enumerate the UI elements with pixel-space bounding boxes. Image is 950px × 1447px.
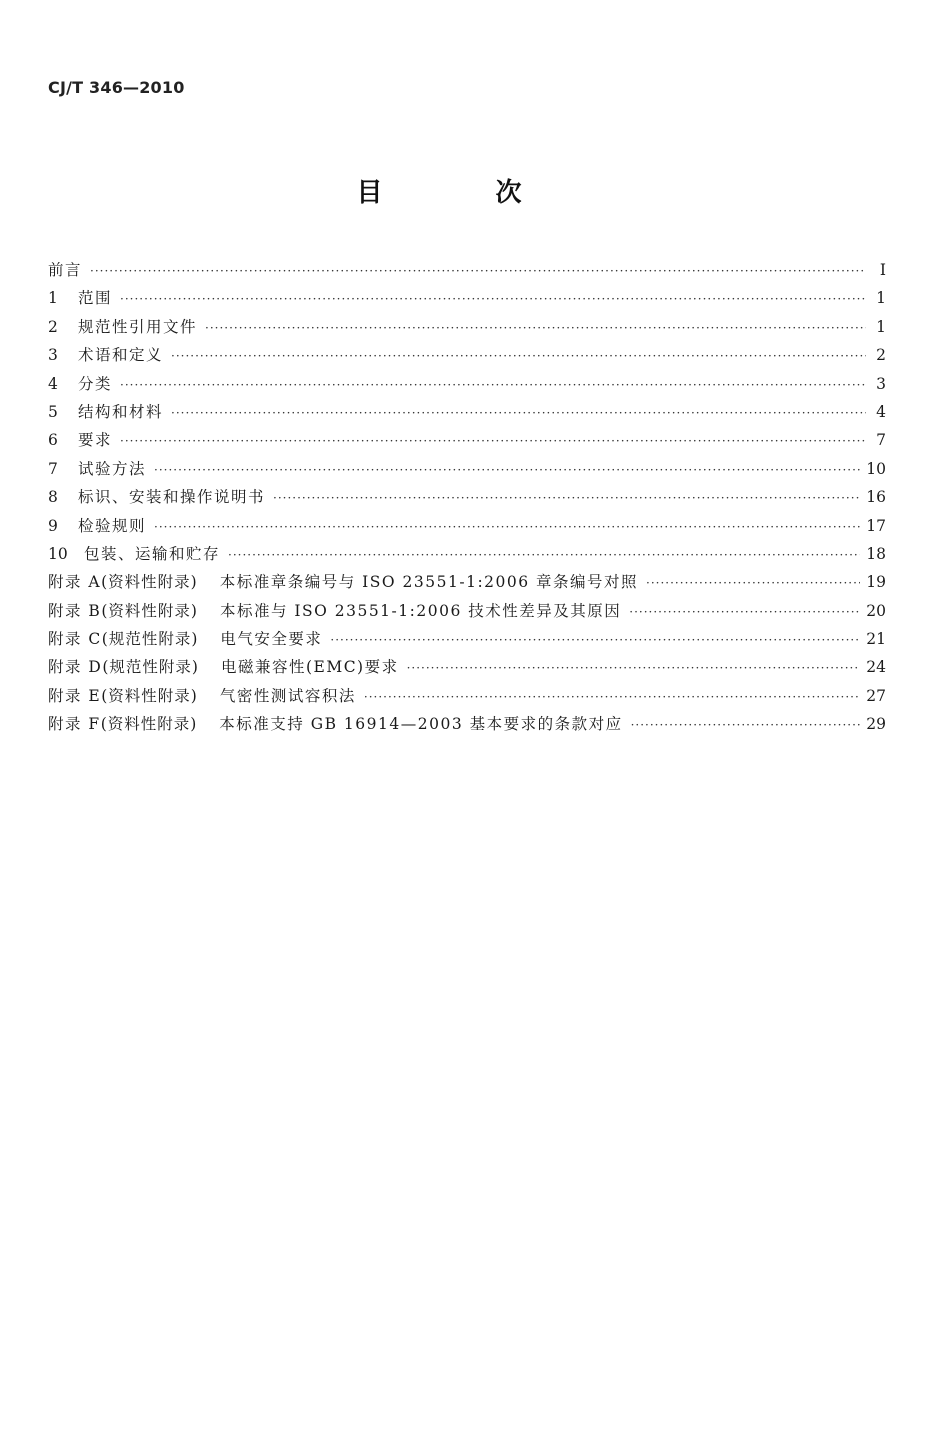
toc-appendix-e[interactable] [48, 682, 886, 710]
toc-entry-label: 试验方法 [78, 459, 147, 478]
toc-entry-8[interactable] [48, 483, 886, 511]
appendix-type: (资料性附录) [100, 715, 198, 734]
toc-entry-number: 10 [48, 544, 68, 563]
appendix-label: 气密性测试容积法 [219, 686, 356, 705]
toc-entry-number: 7 [48, 459, 58, 478]
toc-entry-label: 结构和材料 [78, 402, 164, 421]
appendix-id: 附录 C [48, 630, 102, 649]
toc-entry-page: 17 [866, 516, 886, 535]
toc-entry-4[interactable] [48, 370, 886, 398]
appendix-id: 附录 B [48, 601, 102, 620]
toc-leader-dots [646, 569, 860, 597]
appendix-id: 附录 E [48, 686, 102, 705]
toc-entry-10[interactable] [48, 540, 886, 568]
appendix-id: 附录 F [48, 715, 101, 734]
toc-entry-9[interactable] [48, 512, 886, 540]
toc-entry-7[interactable] [48, 455, 886, 483]
toc-entry-page: 19 [866, 573, 886, 592]
toc-leader-dots [407, 654, 861, 682]
toc-entry-label: 范围 [78, 289, 113, 308]
document-code: CJ/T 346—2010 [48, 78, 185, 97]
toc-entry-number: 9 [48, 516, 58, 535]
appendix-label: 本标准支持 GB 16914—2003 基本要求的条款对应 [219, 715, 623, 734]
toc-entry-label: 标识、安装和操作说明书 [78, 488, 266, 507]
toc-entry-label: 前言 [48, 261, 83, 279]
toc-leader-dots [228, 541, 860, 569]
toc-entry-page: 18 [866, 544, 886, 563]
toc-entry-number: 4 [48, 374, 58, 393]
toc-leader-dots [171, 342, 866, 370]
toc-entry-page: 21 [866, 630, 886, 649]
appendix-type: (资料性附录) [101, 601, 198, 620]
toc-entry-page: 4 [876, 402, 886, 421]
table-of-contents [48, 256, 886, 739]
toc-entry-number: 1 [48, 289, 58, 308]
toc-entry-label: 要求 [78, 431, 113, 450]
toc-entry-page: 1 [876, 289, 886, 308]
toc-leader-dots [171, 399, 866, 427]
toc-appendix-a[interactable] [48, 568, 886, 596]
toc-entry-page: 3 [876, 374, 886, 393]
toc-entry-page: 20 [866, 601, 886, 620]
toc-leader-dots [631, 711, 861, 739]
toc-leader-dots [629, 598, 860, 626]
toc-leader-dots [154, 513, 860, 541]
appendix-label: 电气安全要求 [220, 630, 323, 649]
toc-entry-page: 16 [866, 488, 886, 507]
toc-leader-dots [120, 285, 866, 313]
appendix-label: 本标准与 ISO 23551-1:2006 技术性差异及其原因 [219, 601, 622, 620]
toc-leader-dots [273, 484, 860, 512]
toc-entry-page: 7 [876, 431, 886, 450]
toc-leader-dots [120, 371, 866, 399]
toc-appendix-c[interactable] [48, 625, 886, 653]
toc-entry-foreword[interactable] [48, 256, 886, 284]
toc-appendix-d[interactable] [48, 653, 886, 681]
toc-entry-page: 29 [866, 715, 886, 734]
toc-entry-label: 术语和定义 [78, 346, 164, 365]
toc-entry-page: 10 [866, 459, 886, 478]
appendix-id: 附录 D [48, 658, 103, 677]
toc-entry-number: 8 [48, 488, 58, 507]
toc-entry-number: 3 [48, 346, 58, 365]
toc-entry-label: 规范性引用文件 [78, 317, 198, 336]
toc-leader-dots [90, 257, 866, 285]
toc-entry-number: 2 [48, 317, 58, 336]
toc-entry-page: 2 [876, 346, 886, 365]
toc-leader-dots [205, 314, 866, 342]
toc-leader-dots [330, 626, 860, 654]
toc-entry-label: 包装、运输和贮存 [84, 544, 221, 563]
appendix-type: (规范性附录) [101, 630, 199, 649]
appendix-type: (资料性附录) [101, 573, 198, 592]
toc-entry-label: 分类 [78, 374, 113, 393]
toc-entry-number: 6 [48, 431, 58, 450]
toc-entry-number: 5 [48, 402, 58, 421]
appendix-type: (资料性附录) [101, 686, 198, 705]
appendix-id: 附录 A [48, 573, 102, 592]
toc-leader-dots [364, 683, 860, 711]
toc-entry-1[interactable] [48, 284, 886, 312]
appendix-label: 电磁兼容性(EMC)要求 [220, 658, 399, 677]
toc-entry-6[interactable] [48, 426, 886, 454]
toc-entry-page: 1 [876, 317, 886, 336]
toc-entry-label: 检验规则 [78, 516, 147, 535]
toc-entry-page: Ⅰ [879, 261, 886, 279]
toc-entry-3[interactable] [48, 341, 886, 369]
toc-entry-5[interactable] [48, 398, 886, 426]
toc-appendix-f[interactable] [48, 710, 886, 738]
toc-entry-page: 24 [866, 658, 886, 677]
toc-appendix-b[interactable] [48, 597, 886, 625]
appendix-label: 本标准章条编号与 ISO 23551-1:2006 章条编号对照 [219, 573, 639, 592]
toc-entry-2[interactable] [48, 313, 886, 341]
page-title: 目 次 [356, 178, 574, 208]
toc-leader-dots [120, 427, 866, 455]
toc-entry-page: 27 [866, 686, 886, 705]
appendix-type: (规范性附录) [102, 658, 199, 677]
toc-leader-dots [154, 456, 860, 484]
